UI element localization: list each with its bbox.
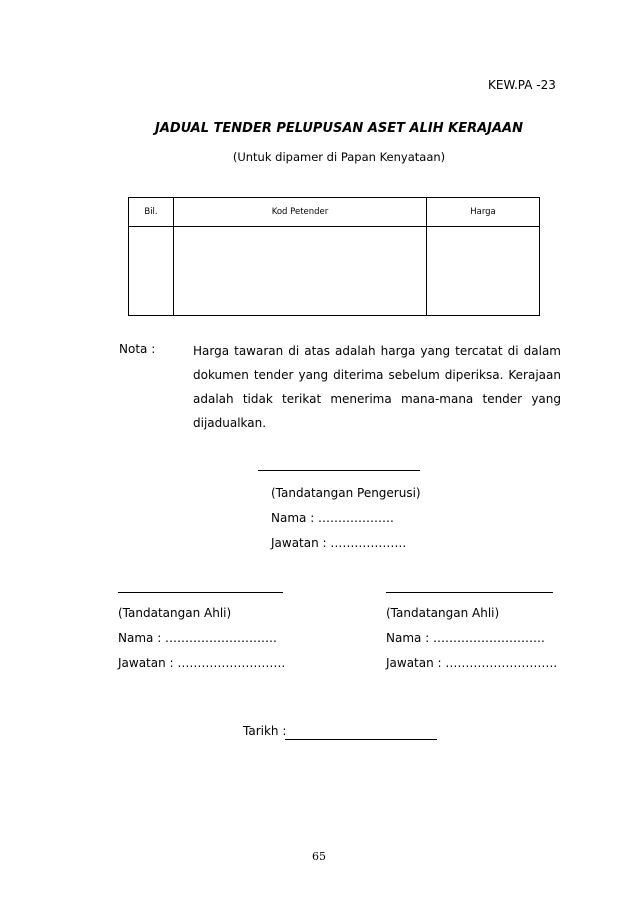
table-cell-harga bbox=[427, 227, 540, 316]
form-code: KEW.PA -23 bbox=[488, 78, 556, 92]
column-header-harga: Harga bbox=[427, 198, 540, 227]
chairman-signature-line bbox=[258, 470, 420, 471]
tender-schedule-table bbox=[128, 197, 540, 316]
date-line bbox=[285, 739, 437, 740]
member-right-name-line: Nama : ………………………. bbox=[386, 631, 545, 645]
chairman-position-line: Jawatan : ………………. bbox=[271, 536, 407, 550]
table-cell-kod-petender bbox=[174, 227, 427, 316]
member-left-signature-caption: (Tandatangan Ahli) bbox=[118, 606, 232, 620]
chairman-name-line: Nama : ………………. bbox=[271, 511, 394, 525]
chairman-signature-caption: (Tandatangan Pengerusi) bbox=[271, 486, 421, 500]
column-header-kod-petender: Kod Petender bbox=[174, 198, 427, 227]
member-right-signature-line bbox=[386, 592, 553, 593]
nota-label: Nota : bbox=[119, 342, 156, 356]
table-header-row bbox=[129, 198, 540, 227]
date-label: Tarikh : bbox=[243, 724, 287, 738]
table-row bbox=[129, 227, 540, 316]
member-left-position-line: Jawatan : ……………………… bbox=[118, 656, 286, 670]
member-left-name-line: Nama : ………………………. bbox=[118, 631, 277, 645]
member-left-signature-line bbox=[118, 592, 283, 593]
member-right-signature-caption: (Tandatangan Ahli) bbox=[386, 606, 500, 620]
document-title bbox=[0, 121, 638, 136]
document-subtitle-text: (Untuk dipamer di Papan Kenyataan) bbox=[232, 150, 446, 164]
table-cell-bil bbox=[129, 227, 174, 316]
document-title-text: JADUAL TENDER PELUPUSAN ASET ALIH KERAJAAN bbox=[155, 121, 523, 136]
document-subtitle bbox=[0, 150, 638, 164]
nota-text: Harga tawaran di atas adalah harga yang tercatat di dalam dokumen tender yang diterima sebelum diperiksa. Kerajaan adalah tidak terikat menerima mana-mana tender yang dijadualkan. bbox=[193, 344, 561, 430]
page-number: 65 bbox=[312, 850, 326, 863]
column-header-bil: Bil. bbox=[129, 198, 174, 227]
member-right-position-line: Jawatan : ………………………. bbox=[386, 656, 558, 670]
